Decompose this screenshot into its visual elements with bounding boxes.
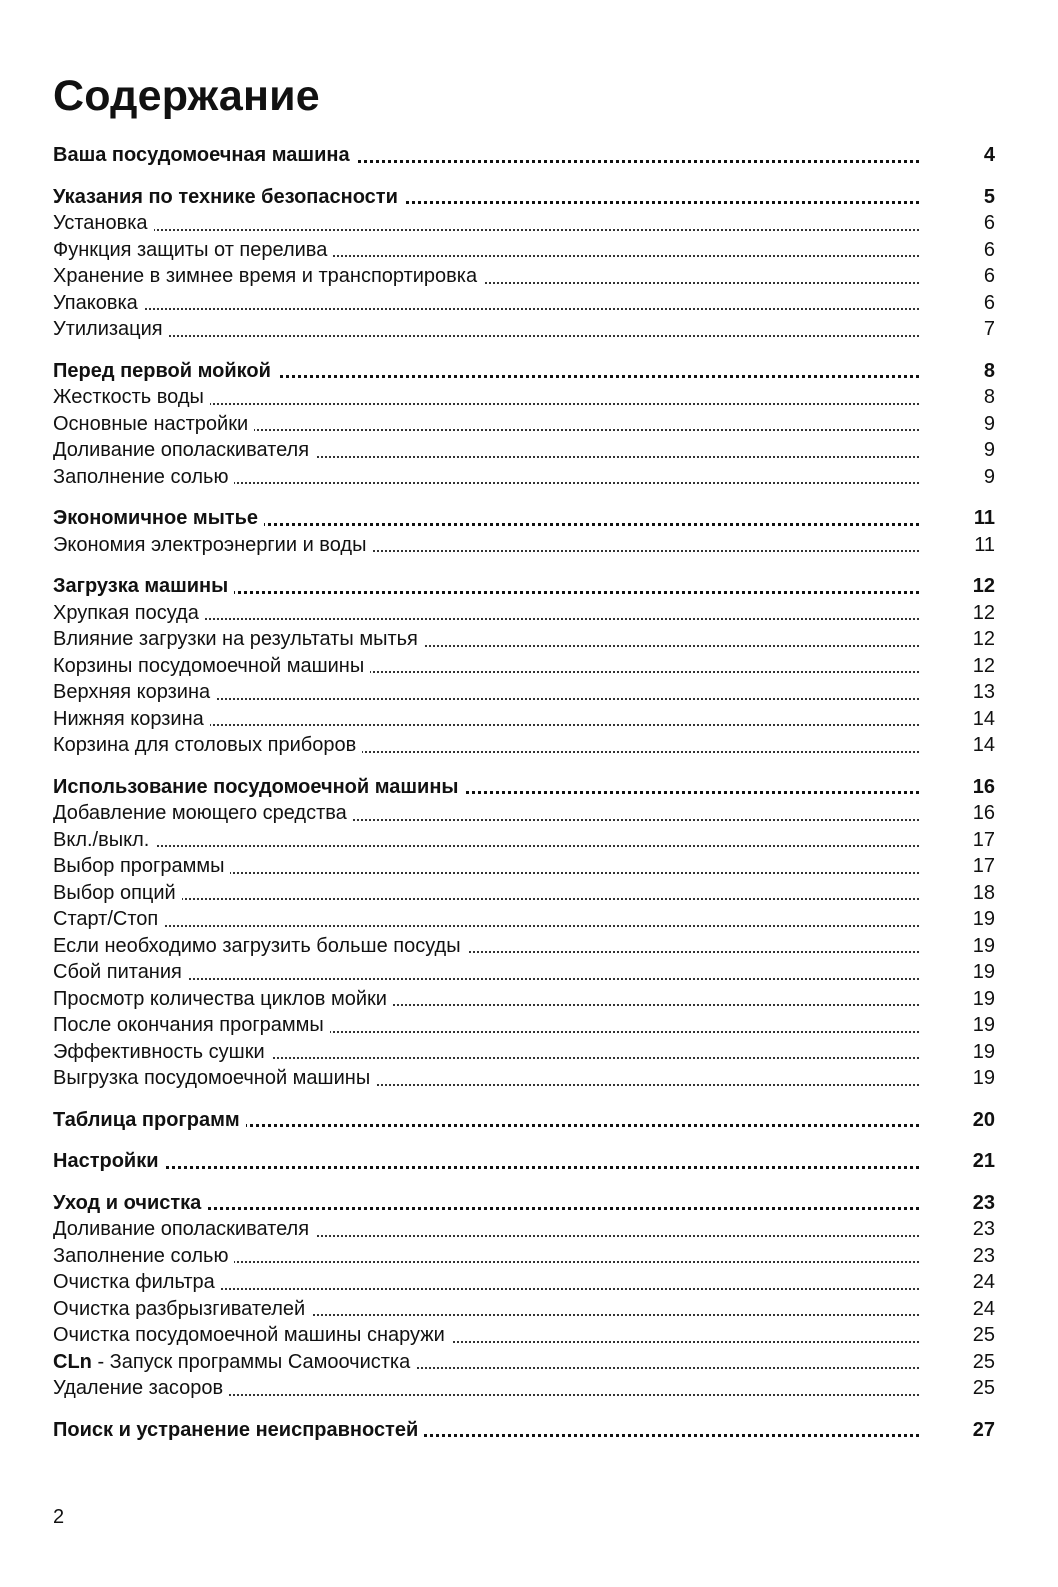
toc-page-number: 17 [972,855,995,877]
toc-heading[interactable] [53,1107,995,1134]
toc-page-number: 19 [972,961,995,983]
toc-entry-label: Вкл./выкл. [53,829,155,851]
toc-section [53,142,995,169]
toc-entry[interactable] [53,1065,995,1092]
toc-heading[interactable] [53,184,995,211]
toc-entry[interactable] [53,959,995,986]
toc-entry[interactable] [53,1216,995,1243]
toc-section [53,1417,995,1444]
dot-leader [53,925,919,927]
toc-entry[interactable] [53,1375,995,1402]
toc-page-number: 11 [973,507,995,529]
program-code: CLn [53,1350,92,1373]
toc-entry-label: Доливание ополаскивателя [53,1218,315,1240]
dot-leader [53,308,919,310]
toc-entry-label: Экономия электроэнергии и воды [53,534,372,556]
toc-section [53,184,995,343]
toc-entry-label: Настройки [53,1150,165,1172]
toc-page-number: 19 [972,1040,995,1063]
toc-page-number: 13 [972,681,995,703]
toc-page-number: 8 [983,359,995,382]
toc-entry[interactable] [53,906,995,933]
toc-entry[interactable] [53,853,995,880]
toc-page-number: 14 [972,707,995,730]
toc-page-number: 25 [972,1377,995,1399]
page-title: Содержание [53,72,320,120]
toc-entry[interactable] [53,1322,995,1349]
toc-entry[interactable] [53,653,995,680]
toc-entry-label: Перед первой мойкой [53,360,277,382]
toc-section [53,774,995,1092]
toc-entry-label: Старт/Стоп [53,908,164,930]
toc-entry[interactable] [53,880,995,907]
toc-entry-label: Сбой питания [53,961,188,983]
toc-entry-label: Добавление моющего средства [53,802,353,824]
toc-page-number: 7 [983,318,995,340]
toc-heading[interactable] [53,358,995,385]
toc-entry[interactable] [53,986,995,1013]
toc-page-number: 16 [972,775,995,798]
toc-entry-label: Если необходимо загрузить больше посуды [53,935,467,957]
toc-page-number: 24 [972,1297,995,1320]
toc-entry[interactable] [53,384,995,411]
toc-entry-label: Установка [53,212,154,234]
toc-heading[interactable] [53,774,995,801]
toc-entry-label: Очистка фильтра [53,1271,221,1293]
toc-page-number: 19 [972,987,995,1010]
toc-heading[interactable] [53,142,995,169]
toc-page-number: 12 [972,601,995,624]
toc-heading[interactable] [53,505,995,532]
toc-page-number: 16 [972,802,995,824]
toc-page-number: 25 [972,1350,995,1373]
toc-entry[interactable] [53,1243,995,1270]
toc-page-number: 8 [983,386,995,408]
toc-section [53,573,995,759]
toc-entry-label: Экономичное мытье [53,507,264,529]
toc-entry[interactable] [53,237,995,264]
toc-entry[interactable] [53,732,995,759]
dot-leader [53,229,919,231]
toc-page-number: 12 [972,654,995,677]
toc-heading[interactable] [53,1417,995,1444]
toc-page-number: 6 [983,238,995,261]
toc-page-number: 9 [983,412,995,435]
toc-entry-label: CLn - Запуск программы Самоочистка [53,1351,416,1373]
toc-entry-label: Жесткость воды [53,386,210,408]
toc-entry-label: Утилизация [53,318,169,340]
toc-section [53,1107,995,1134]
toc-entry[interactable] [53,679,995,706]
toc-entry-label: Указания по технике безопасности [53,186,404,208]
toc-entry[interactable] [53,437,995,464]
toc-entry-label: Заполнение солью [53,466,234,488]
toc-entry-label: Таблица программ [53,1109,246,1131]
toc-entry-label: Использование посудомоечной машины [53,776,465,798]
toc-page-number: 11 [974,533,995,556]
toc-entry-label: Хранение в зимнее время и транспортировка [53,265,483,287]
toc-page-number: 25 [972,1324,995,1346]
toc-entry[interactable] [53,827,995,854]
toc-entry-label: Выгрузка посудомоечной машины [53,1067,376,1089]
toc-entry[interactable] [53,263,995,290]
toc-heading[interactable] [53,1190,995,1217]
toc-page-number: 4 [983,144,995,166]
dot-leader [53,335,919,337]
toc-entry[interactable] [53,600,995,627]
toc-entry[interactable] [53,464,995,491]
toc-page-number: 17 [972,828,995,851]
toc-entry[interactable] [53,706,995,733]
toc-entry-label: Хрупкая посуда [53,602,205,624]
toc-entry-label: Поиск и устранение неисправностей [53,1419,424,1441]
toc-page-number: 18 [972,881,995,904]
table-of-contents [53,142,995,1458]
toc-entry-label: Основные настройки [53,413,254,435]
toc-section [53,358,995,491]
toc-entry-label: Доливание ополаскивателя [53,439,315,461]
toc-page-number: 23 [972,1218,995,1240]
toc-entry-label: Корзина для столовых приборов [53,734,362,756]
toc-page-number: 5 [983,185,995,208]
toc-page-number: 23 [972,1191,995,1214]
toc-page-number: 14 [972,734,995,756]
toc-entry[interactable] [53,290,995,317]
toc-entry-label: Нижняя корзина [53,708,210,730]
toc-entry-label: Упаковка [53,292,144,314]
toc-entry-label: Влияние загрузки на результаты мытья [53,628,424,650]
toc-page-number: 6 [983,265,995,287]
toc-entry[interactable] [53,800,995,827]
toc-heading[interactable] [53,1148,995,1175]
toc-entry-label: Просмотр количества циклов мойки [53,988,393,1010]
toc-entry-label: После окончания программы [53,1014,330,1036]
toc-page-number: 23 [972,1244,995,1267]
toc-page-number: 27 [972,1418,995,1441]
toc-entry[interactable] [53,532,995,559]
toc-entry-label: Очистка посудомоечной машины снаружи [53,1324,451,1346]
toc-entry[interactable] [53,1039,995,1066]
toc-page-number: 9 [983,439,995,461]
dot-leader [53,1166,919,1169]
toc-section [53,1148,995,1175]
toc-page-number: 6 [983,291,995,314]
dot-leader [53,845,919,847]
toc-entry-label: Заполнение солью [53,1245,234,1267]
toc-entry[interactable] [53,1012,995,1039]
toc-page-number: 20 [972,1108,995,1131]
toc-entry-label: Выбор программы [53,855,230,877]
toc-entry[interactable] [53,210,995,237]
toc-entry-label: Удаление засоров [53,1377,229,1399]
toc-entry-label: Верхняя корзина [53,681,216,703]
toc-page-number: 9 [983,465,995,488]
toc-page-number: 24 [972,1271,995,1293]
toc-page-number: 19 [972,1067,995,1089]
toc-entry[interactable] [53,1269,995,1296]
toc-section [53,1190,995,1402]
dot-leader [53,898,919,900]
toc-entry[interactable] [53,626,995,653]
toc-page-number: 19 [972,1014,995,1036]
toc-entry-label: Загрузка машины [53,575,234,597]
toc-section [53,505,995,558]
toc-entry[interactable] [53,316,995,343]
toc-entry-label: Ваша посудомоечная машина [53,144,356,166]
toc-page-number: 6 [983,212,995,234]
toc-entry-label: Эффективность сушки [53,1041,271,1063]
page-number: 2 [53,1506,65,1528]
toc-entry-label: Выбор опций [53,882,182,904]
toc-page-number: 21 [972,1150,995,1172]
toc-entry-label: Уход и очистка [53,1192,207,1214]
toc-page-number: 12 [972,628,995,650]
toc-heading[interactable] [53,573,995,600]
toc-entry[interactable] [53,1296,995,1323]
toc-entry-label: Корзины посудомоечной машины [53,655,370,677]
toc-entry-label: Очистка разбрызгивателей [53,1298,311,1320]
toc-entry[interactable] [53,1349,995,1376]
toc-page-number: 19 [972,908,995,930]
toc-entry-label: Функция защиты от перелива [53,239,333,261]
toc-page-number: 19 [972,934,995,957]
toc-entry[interactable] [53,933,995,960]
toc-page-number: 12 [972,575,995,597]
toc-entry[interactable] [53,411,995,438]
